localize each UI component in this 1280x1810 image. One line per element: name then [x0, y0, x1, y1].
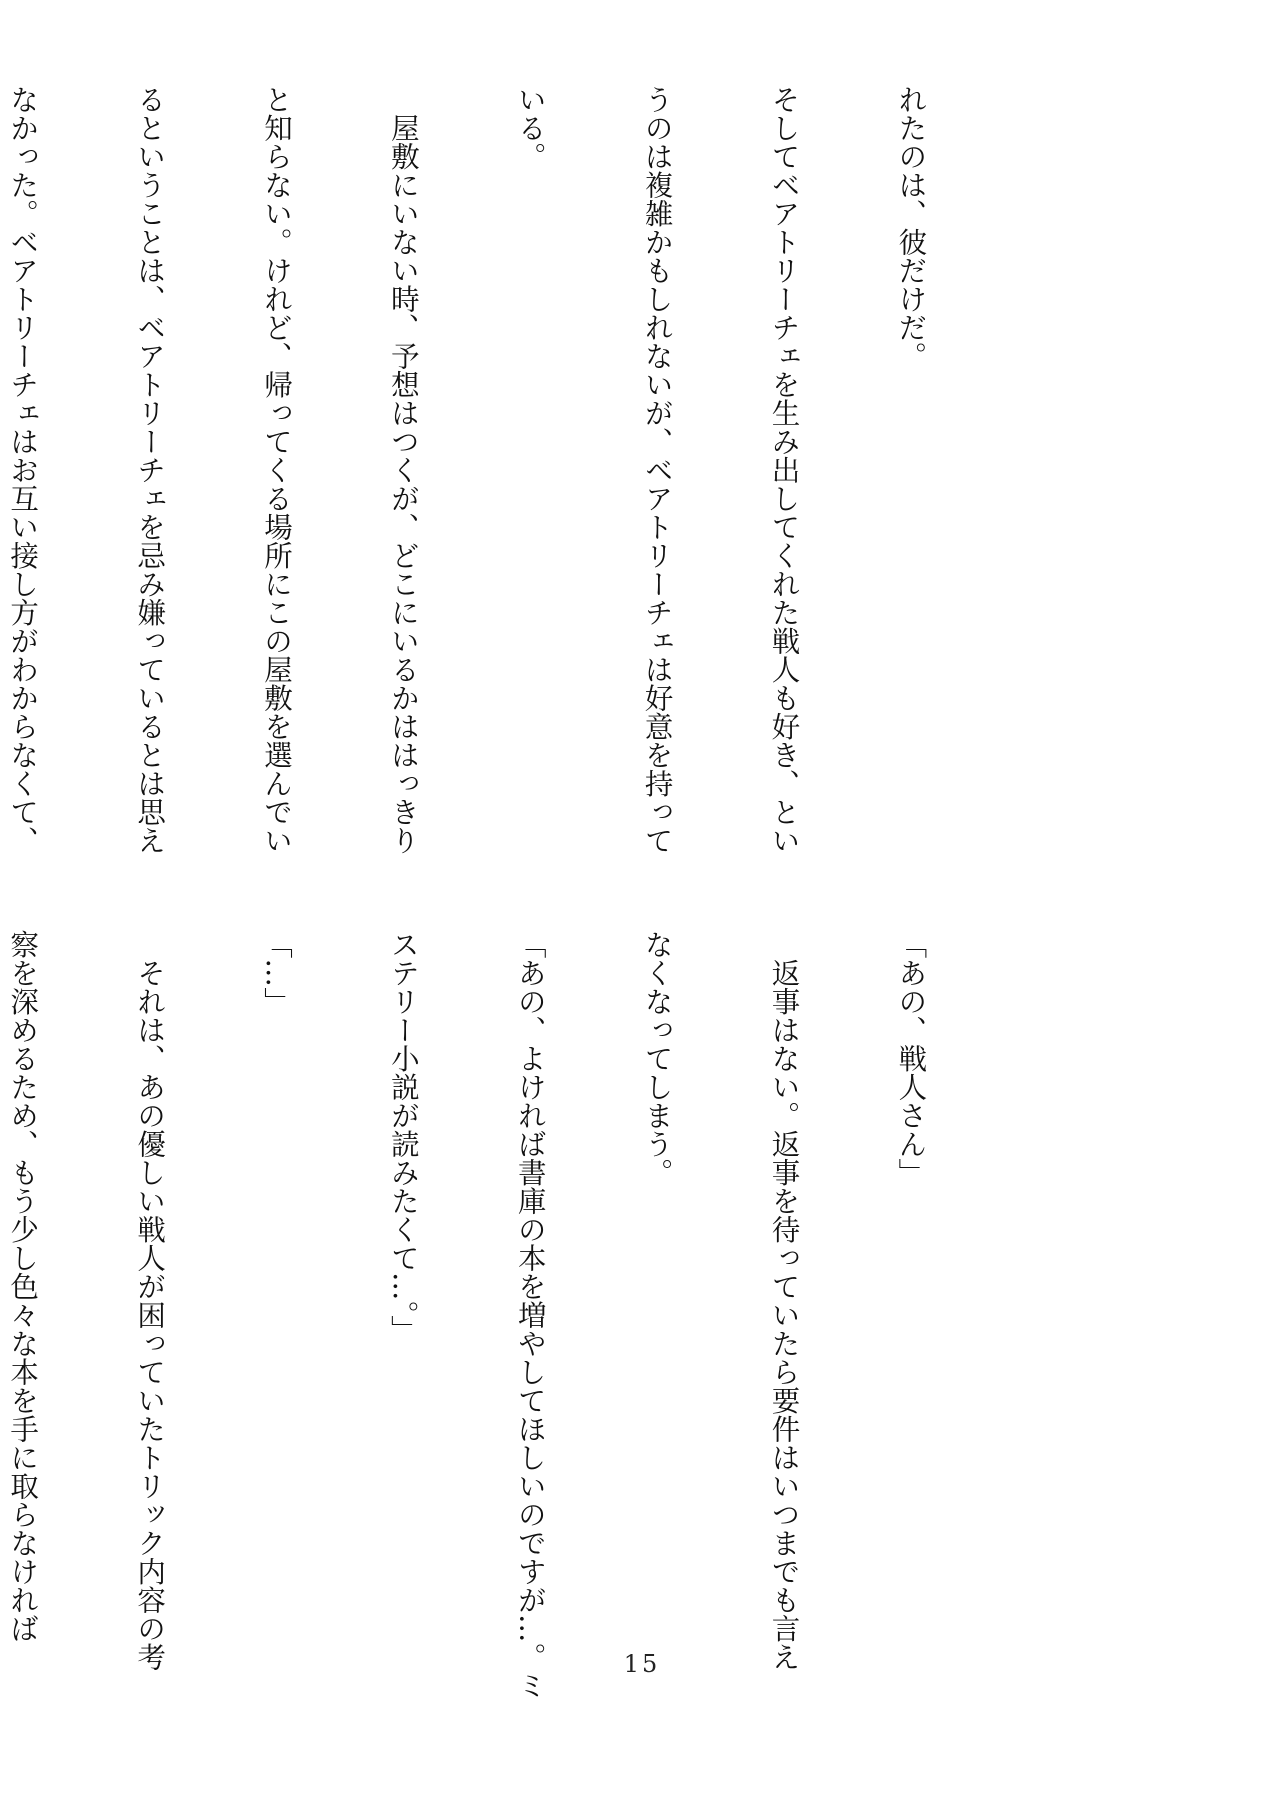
- text-line: 屋敷にいない時、予想はつくが、どこにいるかははっきり: [386, 85, 420, 855]
- text-line: 返事はない。返事を待っていたら要件はいつまでも言え: [767, 930, 801, 1671]
- text-line: ステリー小説が読みたくて…。」: [386, 930, 420, 1344]
- text-line: 察を深めるため、もう少し色々な本を手に取らなければ: [6, 930, 40, 1643]
- text-line: それは、あの優しい戦人が困っていたトリック内容の考: [133, 930, 167, 1671]
- text-line: 「あの、戦人さん」: [894, 930, 928, 1187]
- text-line: いる。: [513, 85, 547, 171]
- text-line: なくなってしまう。: [640, 930, 674, 1187]
- text-line: 「…」: [259, 930, 293, 1016]
- text-line: 「あの、よければ書庫の本を増やしてほしいのですが…。ミ: [513, 930, 547, 1700]
- text-line: と知らない。けれど、帰ってくる場所にこの屋敷を選んでい: [259, 85, 293, 855]
- text-line: なかった。ベアトリーチェはお互い接し方がわからなくて、: [6, 85, 40, 855]
- text-line: うのは複雑かもしれないが、ベアトリーチェは好意を持って: [640, 85, 674, 855]
- text-line: れたのは、彼だけだ。: [894, 85, 928, 370]
- text-line: るということは、ベアトリーチェを忌み嫌っているとは思え: [133, 85, 167, 855]
- text-block-top: [6, 85, 1016, 895]
- page-number: 15: [623, 1650, 661, 1678]
- text-line: そしてベアトリーチェを生み出してくれた戦人も好き、とい: [767, 85, 801, 855]
